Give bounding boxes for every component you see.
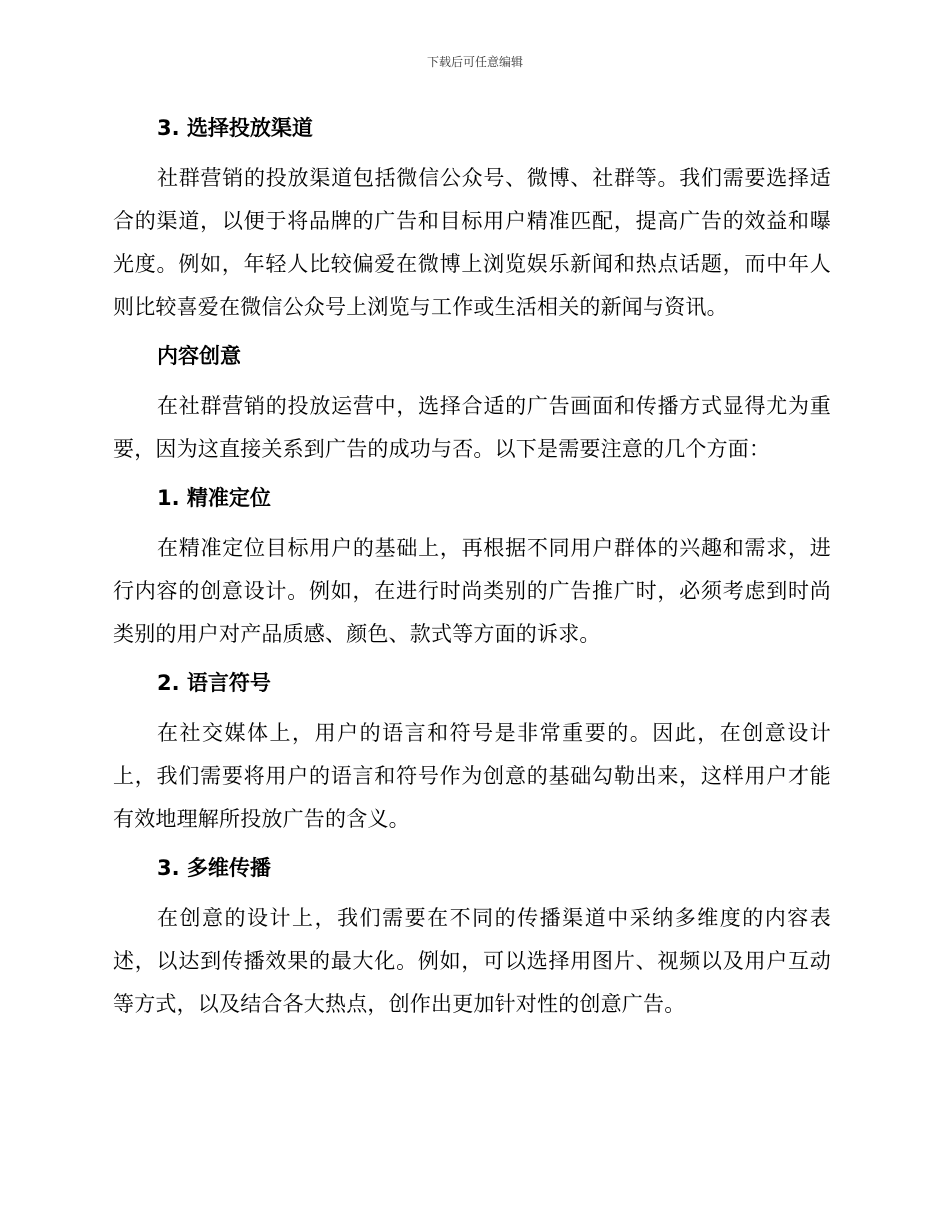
section-heading-language-symbols: 2. 语言符号 bbox=[157, 671, 271, 695]
section-heading-multi-dimensional: 3. 多维传播 bbox=[157, 856, 271, 880]
paragraph-content-creative: 在社群营销的投放运营中，选择合适的广告画面和传播方式显得尤为重要，因为这直接关系到广告的成功与否。以下是需要注意的几个方面： bbox=[113, 394, 831, 461]
page-header: 下载后可任意编辑 bbox=[426, 55, 523, 69]
paragraph-channels: 社群营销的投放渠道包括微信公众号、微博、社群等。我们需要选择适合的渠道，以便于将品牌的广告和目标用户精准匹配，提高广告的效益和曝光度。例如，年轻人比较偏爱在微博上浏览娱乐新闻和热点话题，而中年人则比较喜爱在微信公众号上浏览与工作或生活相关的新闻与资讯。 bbox=[113, 166, 831, 319]
paragraph-language-symbols: 在社交媒体上，用户的语言和符号是非常重要的。因此，在创意设计上，我们需要将用户的语言和符号作为创意的基础勾勒出来，这样用户才能有效地理解所投放广告的含义。 bbox=[113, 721, 831, 831]
document-body bbox=[113, 105, 831, 1038]
paragraph-multi-dimensional: 在创意的设计上，我们需要在不同的传播渠道中采纳多维度的内容表述，以达到传播效果的最大化。例如，可以选择用图片、视频以及用户互动等方式，以及结合各大热点，创作出更加针对性的创意广告。 bbox=[113, 906, 831, 1016]
section-heading-content-creative: 内容创意 bbox=[157, 344, 241, 368]
section-heading-channels: 3. 选择投放渠道 bbox=[157, 116, 313, 140]
section-heading-precise-targeting: 1. 精准定位 bbox=[157, 486, 271, 510]
paragraph-precise-targeting: 在精准定位目标用户的基础上，再根据不同用户群体的兴趣和需求，进行内容的创意设计。例如，在进行时尚类别的广告推广时，必须考虑到时尚类别的用户对产品质感、颜色、款式等方面的诉求。 bbox=[113, 536, 831, 646]
